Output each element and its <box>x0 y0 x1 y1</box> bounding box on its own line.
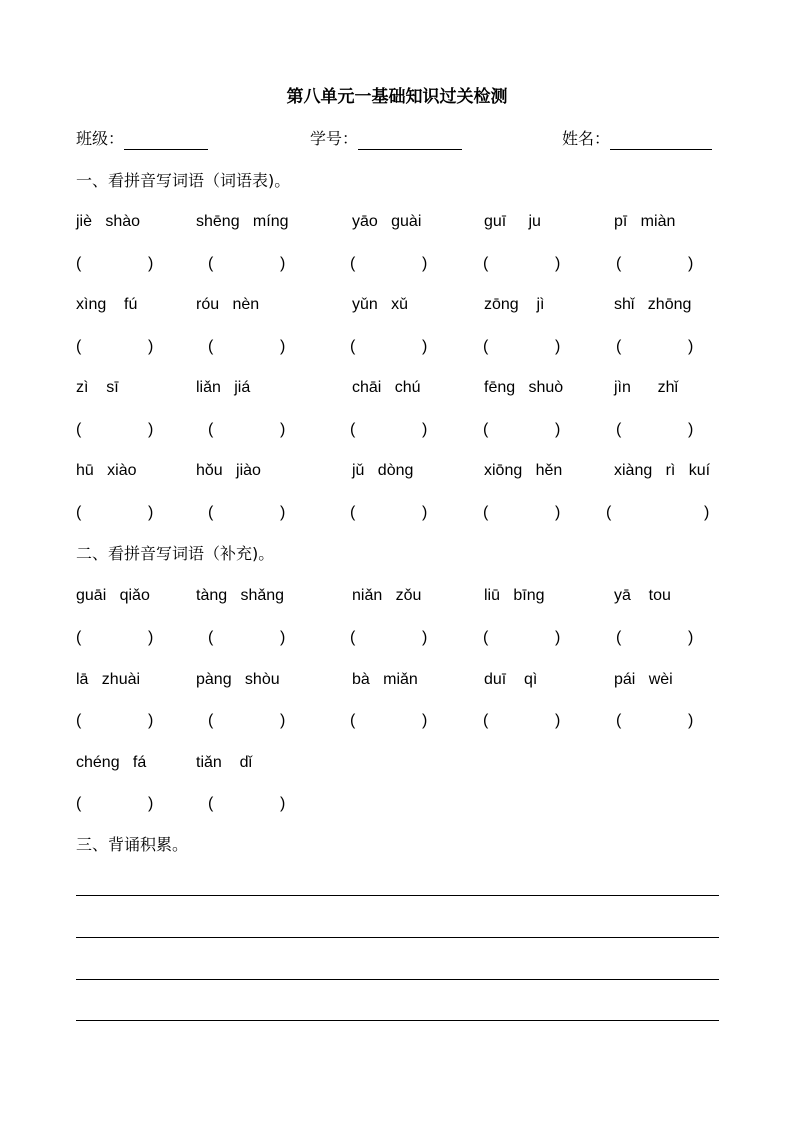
pinyin-row <box>0 211 794 233</box>
open-bracket: ( <box>76 629 82 646</box>
open-bracket: ( <box>208 255 214 272</box>
close-bracket: ) <box>280 338 286 355</box>
pinyin-prompt: fēng shuò <box>484 379 564 396</box>
open-bracket: ( <box>350 421 356 438</box>
open-bracket: ( <box>76 338 82 355</box>
open-bracket: ( <box>208 504 214 521</box>
close-bracket: ) <box>688 629 694 646</box>
name-field <box>562 128 712 150</box>
section2-heading: 二、看拼音写词语（补充)。 <box>76 544 275 563</box>
pinyin-prompt: liǎn jiá <box>196 379 251 396</box>
open-bracket: ( <box>483 421 489 438</box>
pinyin-row <box>0 669 794 691</box>
pinyin-prompt: tiǎn dǐ <box>196 754 253 771</box>
answer-row <box>0 336 794 358</box>
writing-line[interactable] <box>76 937 719 938</box>
answer-row <box>0 627 794 649</box>
open-bracket: ( <box>616 255 622 272</box>
pinyin-prompt: jiè shào <box>76 213 141 230</box>
open-bracket: ( <box>616 712 622 729</box>
pinyin-prompt: shēng míng <box>196 213 289 230</box>
close-bracket: ) <box>148 338 154 355</box>
class-blank[interactable] <box>124 131 208 150</box>
close-bracket: ) <box>688 421 694 438</box>
pinyin-prompt: pái wèi <box>614 671 673 688</box>
open-bracket: ( <box>483 712 489 729</box>
writing-line[interactable] <box>76 895 719 896</box>
answer-row <box>0 253 794 275</box>
pinyin-prompt: zōng jì <box>484 296 545 313</box>
pinyin-prompt: guī ju <box>484 213 541 230</box>
open-bracket: ( <box>483 255 489 272</box>
pinyin-prompt: liū bīng <box>484 587 545 604</box>
student-id-field <box>310 128 462 150</box>
pinyin-prompt: yāo guài <box>352 213 422 230</box>
name-label: 姓名： <box>562 129 611 148</box>
open-bracket: ( <box>208 712 214 729</box>
section3-heading: 三、背诵积累。 <box>76 835 189 854</box>
close-bracket: ) <box>688 338 694 355</box>
student-info-row <box>76 128 726 150</box>
open-bracket: ( <box>208 421 214 438</box>
close-bracket: ) <box>148 712 154 729</box>
pinyin-prompt: pī miàn <box>614 213 676 230</box>
pinyin-prompt: pàng shòu <box>196 671 280 688</box>
close-bracket: ) <box>280 504 286 521</box>
open-bracket: ( <box>606 504 612 521</box>
open-bracket: ( <box>208 795 214 812</box>
open-bracket: ( <box>76 795 82 812</box>
pinyin-prompt: jǔ dòng <box>352 462 414 479</box>
pinyin-prompt: xìng fú <box>76 296 138 313</box>
close-bracket: ) <box>148 421 154 438</box>
open-bracket: ( <box>208 629 214 646</box>
pinyin-prompt: bà miǎn <box>352 671 418 688</box>
open-bracket: ( <box>616 338 622 355</box>
close-bracket: ) <box>688 712 694 729</box>
open-bracket: ( <box>76 504 82 521</box>
pinyin-prompt: tàng shǎng <box>196 587 285 604</box>
pinyin-row <box>0 294 794 316</box>
pinyin-prompt: xiōng hěn <box>484 462 563 479</box>
class-field <box>76 128 208 150</box>
writing-line[interactable] <box>76 979 719 980</box>
close-bracket: ) <box>555 629 561 646</box>
close-bracket: ) <box>555 255 561 272</box>
open-bracket: ( <box>350 712 356 729</box>
close-bracket: ) <box>555 338 561 355</box>
pinyin-prompt: duī qì <box>484 671 538 688</box>
close-bracket: ) <box>148 795 154 812</box>
close-bracket: ) <box>280 795 286 812</box>
class-label: 班级： <box>76 129 125 148</box>
pinyin-row <box>0 752 794 774</box>
close-bracket: ) <box>148 629 154 646</box>
pinyin-prompt: zì sī <box>76 379 119 396</box>
pinyin-prompt: chāi chú <box>352 379 421 396</box>
close-bracket: ) <box>280 421 286 438</box>
answer-row <box>0 710 794 732</box>
close-bracket: ) <box>688 255 694 272</box>
pinyin-prompt: xiàng rì kuí <box>614 462 711 479</box>
pinyin-prompt: lā zhuài <box>76 671 141 688</box>
pinyin-prompt: shǐ zhōng <box>614 296 692 313</box>
open-bracket: ( <box>76 712 82 729</box>
close-bracket: ) <box>280 712 286 729</box>
pinyin-prompt: jìn zhǐ <box>614 379 679 396</box>
open-bracket: ( <box>483 338 489 355</box>
pinyin-prompt: chéng fá <box>76 754 147 771</box>
open-bracket: ( <box>350 338 356 355</box>
close-bracket: ) <box>422 421 428 438</box>
close-bracket: ) <box>422 629 428 646</box>
open-bracket: ( <box>208 338 214 355</box>
close-bracket: ) <box>422 504 428 521</box>
open-bracket: ( <box>350 255 356 272</box>
open-bracket: ( <box>76 421 82 438</box>
pinyin-prompt: hū xiào <box>76 462 137 479</box>
close-bracket: ) <box>280 255 286 272</box>
page-title: 第八单元一基础知识过关检测 <box>286 87 508 107</box>
answer-row <box>0 419 794 441</box>
open-bracket: ( <box>483 504 489 521</box>
name-blank[interactable] <box>610 131 712 150</box>
close-bracket: ) <box>280 629 286 646</box>
section1-heading: 一、看拼音写词语（词语表)。 <box>76 171 291 190</box>
pinyin-row <box>0 585 794 607</box>
close-bracket: ) <box>422 712 428 729</box>
close-bracket: ) <box>422 338 428 355</box>
close-bracket: ) <box>555 504 561 521</box>
pinyin-prompt: yǔn xǔ <box>352 296 409 313</box>
pinyin-prompt: hǒu jiào <box>196 462 261 479</box>
close-bracket: ) <box>148 255 154 272</box>
close-bracket: ) <box>422 255 428 272</box>
open-bracket: ( <box>616 629 622 646</box>
answer-row <box>0 793 794 815</box>
writing-line[interactable] <box>76 1020 719 1021</box>
open-bracket: ( <box>350 629 356 646</box>
close-bracket: ) <box>704 504 710 521</box>
close-bracket: ) <box>148 504 154 521</box>
pinyin-row <box>0 460 794 482</box>
student-id-label: 学号： <box>310 129 359 148</box>
answer-row <box>0 502 794 524</box>
open-bracket: ( <box>76 255 82 272</box>
pinyin-prompt: niǎn zǒu <box>352 587 422 604</box>
close-bracket: ) <box>555 712 561 729</box>
open-bracket: ( <box>483 629 489 646</box>
student-id-blank[interactable] <box>358 131 462 150</box>
pinyin-prompt: guāi qiǎo <box>76 587 150 604</box>
pinyin-prompt: yā tou <box>614 587 671 604</box>
pinyin-row <box>0 377 794 399</box>
open-bracket: ( <box>350 504 356 521</box>
pinyin-prompt: róu nèn <box>196 296 260 313</box>
close-bracket: ) <box>555 421 561 438</box>
open-bracket: ( <box>616 421 622 438</box>
